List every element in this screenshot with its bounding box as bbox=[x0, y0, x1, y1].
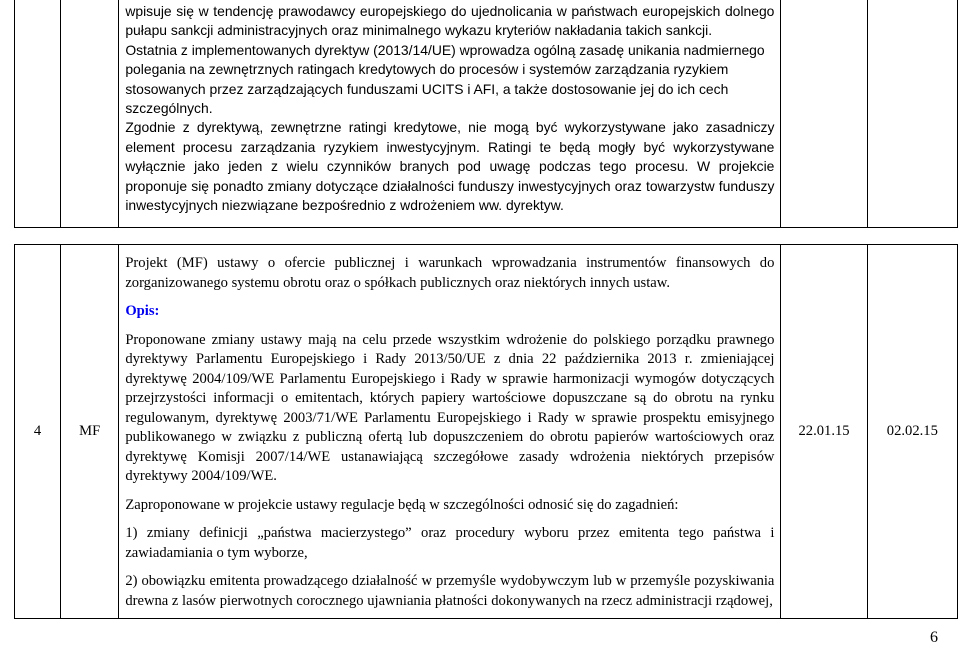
cell-date-2: 02.02.15 bbox=[867, 245, 957, 619]
cell-date-1 bbox=[781, 0, 867, 228]
project-description: Proponowane zmiany ustawy mają na celu przede wszystkim wdrożenie do polskiego porządku prawnego dyrektywy Parlamentu Europejskiego i Rady 2013/50/UE z dnia 22 października 2013 r. zmieniającej dyrektywę 2004/109/WE Parlamentu Europejskiego i Rady w sprawie harmonizacji wymogów dotyczących przejrzystości informacji o emitentach, których papiery wartościowe dopuszczane są do obrotu na rynku regulowanym, dyrektywę 2003/71/WE Parlamentu Europejskiego i Rady w sprawie prospektu emisyjnego publikowanego w związku z publiczną ofertą lub dopuszczeniem do obrotu papierów wartościowych oraz dyrektywę Komisji 2007/14/WE ustanawiającą szczegółowe zasady wdrożenia niektórych przepisów dyrektywy 2004/109/WE. bbox=[125, 331, 775, 485]
row1-paragraph-3: Zgodnie z dyrektywą, zewnętrzne ratingi kredytowe, nie mogą być wykorzystywane jako zasadniczy element procesu zarządzania ryzykiem inwestycyjnym. Ratingi te będą mogły być wykorzystywane wyłącznie jako jeden z wielu czynników branych pod uwagę podczas tego procesu. W projekcie proponuje się ponadto zmiany dotyczące działalności funduszy inwestycyjnych oraz towarzystw funduszy inwestycyjnych niezwiązane bezpośrednio z wdrożeniem ww. dyrektyw. bbox=[125, 119, 775, 214]
project-intro: Zaproponowane w projekcie ustawy regulacje będą w szczególności odnosić się do zagadnień: bbox=[125, 496, 679, 513]
cell-description bbox=[119, 245, 781, 619]
project-point-1: 1) zmiany definicji „państwa macierzystego” oraz procedury wyboru przez emitenta tego państwa i zawiadamiania o tym wyborze, bbox=[125, 525, 775, 561]
table-spacer bbox=[15, 228, 958, 245]
cell-description bbox=[119, 0, 781, 228]
row1-paragraph-2: Ostatnia z implementowanych dyrektyw (2013/14/UE) wprowadza ogólną zasadę unikania nadmiernego polegania na zewnętrznych ratingach kredytowych do procesów i systemów zarządzania ryzykiem stosowanych przez zarządzających funduszami UCITS i AFI, a także dostosowanie jej do ich cech szczególnych. bbox=[125, 41, 765, 117]
page-number: 6 bbox=[930, 629, 938, 646]
row1-paragraph-1: wpisuje się w tendencję prawodawcy europejskiego do ujednolicania w państwach europejskich dolnego pułapu sankcji administracyjnych oraz minimalnego wykazu kryteriów nakładania takich sankcji. bbox=[125, 3, 775, 39]
cell-date-2 bbox=[867, 0, 957, 228]
table-row bbox=[15, 0, 958, 228]
project-point-2: 2) obowiązku emitenta prowadzącego działalność w przemyśle wydobywczym lub w przemyśle pozyskiwania drewna z lasów pierwotnych corocznego ujawniania płatności dokonywanych na rzecz administracji rządowej, bbox=[125, 573, 775, 609]
cell-number: 4 bbox=[15, 245, 61, 619]
cell-date-1: 22.01.15 bbox=[781, 245, 867, 619]
cell-author: MF bbox=[61, 245, 119, 619]
project-title: Projekt (MF) ustawy o ofercie publicznej i warunkach wprowadzania instrumentów finansowych do zorganizowanego systemu obrotu oraz o spółkach publicznych oraz niektórych innych ustaw. bbox=[125, 255, 775, 291]
cell-author bbox=[61, 0, 119, 228]
description-heading: Opis: bbox=[125, 303, 160, 320]
legislation-table bbox=[14, 0, 958, 619]
table-row bbox=[15, 245, 958, 619]
cell-number bbox=[15, 0, 61, 228]
